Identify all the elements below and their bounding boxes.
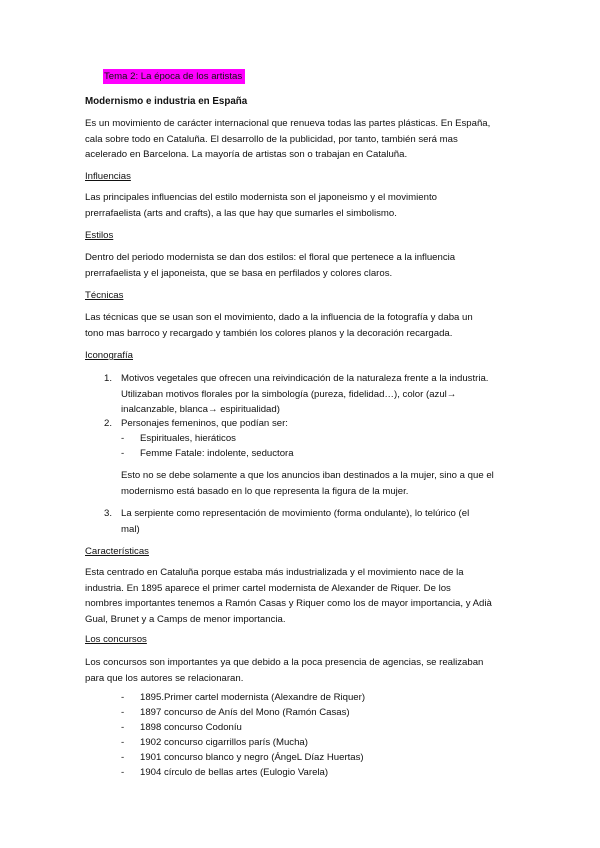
contest-item: 1895.Primer cartel modernista (Alexandre de Riquer) — [140, 692, 366, 703]
bullet-dash: - — [121, 752, 125, 763]
text-line: Dentro del periodo modernista se dan dos estilos: el floral que pertenece a la influencia — [85, 252, 456, 263]
text-line: prerrafaelista y el japoneista, que se basa en perfilados y colores claros. — [85, 267, 393, 279]
list-item — [121, 506, 526, 537]
document-title: Tema 2: La época de los artistas — [103, 69, 245, 84]
sub-list-item: Espirituales, hieráticos — [140, 433, 236, 444]
bullet-dash: - — [121, 737, 125, 748]
list-item — [121, 371, 526, 418]
text-line: Motivos vegetales que ofrecen una reivindicación de la naturaleza frente a la industria. — [121, 373, 489, 384]
section-title-influencias: Influencias — [85, 171, 131, 182]
bullet-dash: - — [121, 692, 125, 703]
influencias-paragraph — [85, 190, 525, 221]
text-line: Esto no se debe solamente a que los anuncios iban destinados a la mujer, sino a que el — [121, 470, 494, 481]
estilos-paragraph — [85, 250, 525, 281]
contest-item: 1897 concurso de Anís del Mono (Ramón Casas) — [140, 707, 350, 718]
contest-item: 1898 concurso Codoníu — [140, 722, 242, 733]
text-line: tono mas barroco y recargado y también los colores planos y la decoración recargada. — [85, 327, 453, 339]
text-line: mal) — [121, 523, 140, 535]
text-line: nombres importantes tenemos a Ramón Casas y Riquer como los de mayor importancia, y Adià — [85, 598, 492, 610]
text-line: acelerado en Barcelona. La mayoría de artistas son o trabajan en Cataluña. — [85, 149, 408, 161]
text-line: La serpiente como representación de movimiento (forma ondulante), lo telúrico (el — [121, 508, 470, 519]
text-line: para que los autores se relacionaran. — [85, 672, 244, 684]
sub-list-item: Femme Fatale: indolente, seductora — [140, 448, 294, 459]
list-number: 2. — [104, 418, 113, 429]
section-title-iconografia: Iconografía — [85, 350, 134, 361]
section-title-concursos: Los concursos — [85, 634, 147, 645]
text-line: Gual, Brunet y a Camps de menor importancia. — [85, 613, 286, 625]
text-line: cala sobre todo en Cataluña. El desarrollo de la publicidad, por tanto, también será mas — [85, 133, 458, 145]
note-paragraph — [121, 468, 526, 499]
tecnicas-paragraph — [85, 310, 525, 341]
section-title-estilos: Estilos — [85, 230, 114, 241]
text-line: modernismo está basado en lo que representa la figura de la mujer. — [121, 485, 409, 497]
text-line: prerrafaelista (arts and crafts), a las que hay que sumarles el simbolismo. — [85, 207, 397, 219]
text-line: industria. En 1895 aparece el primer cartel modernista de Alexander de Riquer. De los — [85, 582, 451, 594]
text-line: Esta centrado en Cataluña porque estaba más industrializada y el movimiento nace de la — [85, 567, 464, 578]
concursos-paragraph — [85, 655, 525, 686]
main-heading: Modernismo e industria en España — [85, 96, 248, 107]
caracteristicas-paragraph — [85, 565, 525, 627]
text-line: Utilizaban motivos florales por la simbología (pureza, fidelidad…), color (azul→ — [121, 388, 457, 400]
contest-item: 1904 círculo de bellas artes (Eulogio Varela) — [140, 767, 329, 778]
text-line: Los concursos son importantes ya que debido a la poca presencia de agencias, se realizaban — [85, 657, 484, 668]
list-number: 1. — [104, 373, 113, 384]
list-item: Personajes femeninos, que podían ser: — [121, 418, 288, 429]
bullet-dash: - — [121, 767, 125, 778]
bullet-dash: - — [121, 433, 125, 444]
bullet-dash: - — [121, 722, 125, 733]
section-title-caracteristicas: Características — [85, 546, 149, 557]
text-line: Las principales influencias del estilo modernista son el japoneismo y el movimiento — [85, 192, 437, 203]
text-line: Las técnicas que se usan son el movimiento, dado a la influencia de la fotografía y daba un — [85, 312, 473, 323]
bullet-dash: - — [121, 448, 125, 459]
text-line: inalcanzable, blanca→ espiritualidad) — [121, 404, 280, 416]
contest-item: 1902 concurso cigarrillos parís (Mucha) — [140, 737, 308, 748]
bullet-dash: - — [121, 707, 125, 718]
contest-item: 1901 concurso blanco y negro (ÁngeL Díaz Huertas) — [140, 752, 364, 763]
list-number: 3. — [104, 508, 113, 519]
section-title-tecnicas: Técnicas — [85, 290, 124, 301]
text-line: Es un movimiento de carácter internacional que renueva todas las partes plásticas. En España, — [85, 118, 491, 129]
intro-paragraph — [85, 116, 525, 163]
